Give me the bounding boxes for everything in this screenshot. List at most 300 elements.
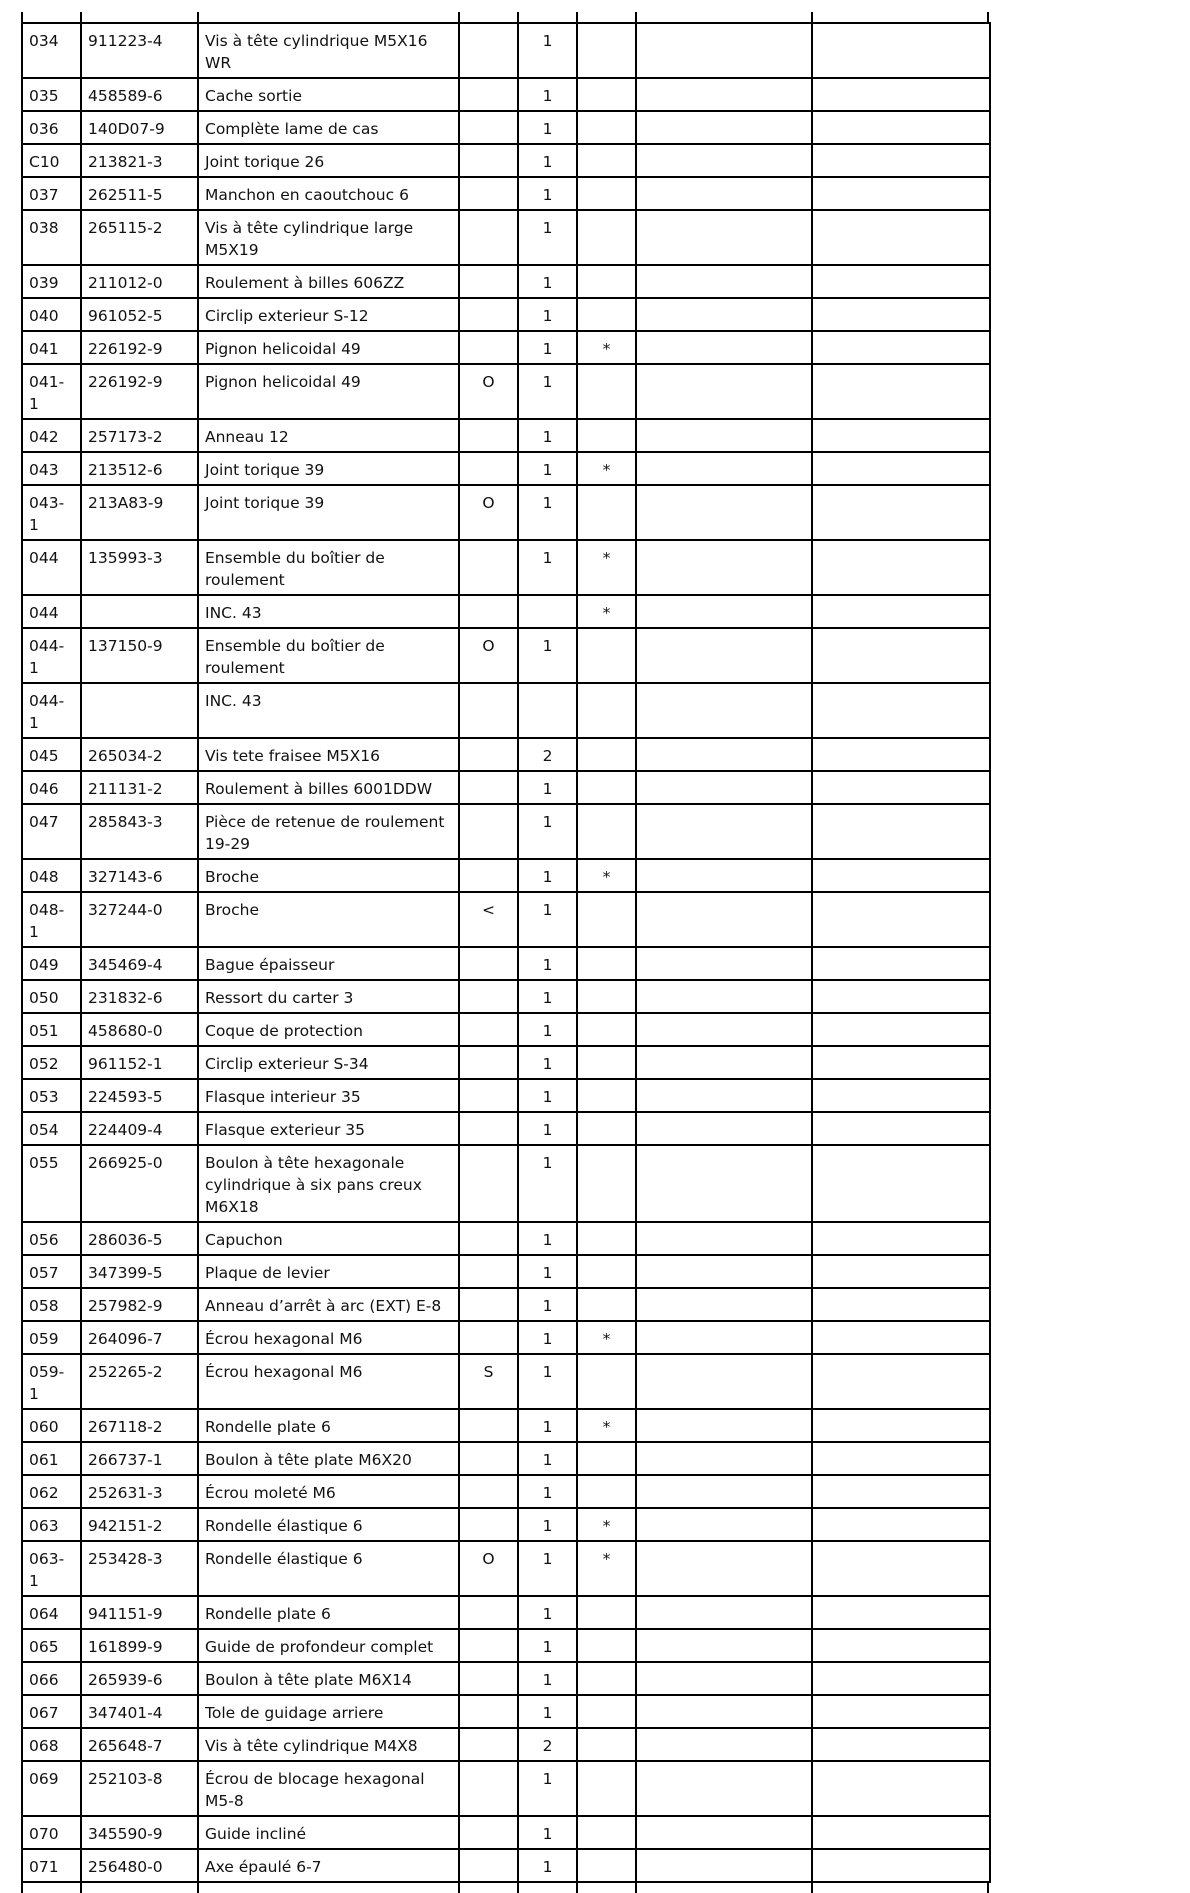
mark-cell [459,859,518,892]
qty-cell: 1 [518,23,577,78]
mark-cell [459,947,518,980]
note-a-cell [636,452,812,485]
table-row [22,452,990,485]
mark-cell [459,111,518,144]
star-cell [577,210,636,265]
note-b-cell [812,1541,990,1596]
table-row [22,1508,990,1541]
qty-cell: 1 [518,1112,577,1145]
note-b-cell [812,1442,990,1475]
part-no-cell: 458680-0 [81,1013,198,1046]
part-no-cell: 266737-1 [81,1442,198,1475]
qty-cell: 1 [518,859,577,892]
table-continuation-top [21,12,989,22]
table-row [22,1816,990,1849]
star-cell [577,364,636,419]
column-divider-stub [517,12,519,22]
item-no-cell: 040 [22,298,81,331]
description-cell: Boulon à tête plate M6X20 [198,1442,459,1475]
description-cell: Roulement à billes 6001DDW [198,771,459,804]
item-no-cell: 050 [22,980,81,1013]
note-a-cell [636,1409,812,1442]
note-a-cell [636,298,812,331]
column-divider-stub [458,12,460,22]
column-divider-stub [811,1883,813,1893]
description-cell: Vis à tête cylindrique M4X8 [198,1728,459,1761]
note-b-cell [812,683,990,738]
star-cell [577,111,636,144]
table-row [22,1475,990,1508]
note-b-cell [812,1255,990,1288]
qty-cell: 1 [518,265,577,298]
star-cell [577,947,636,980]
table-row [22,177,990,210]
star-cell: * [577,1321,636,1354]
qty-cell: 1 [518,111,577,144]
star-cell [577,78,636,111]
parts-list-page [21,22,989,1883]
table-row [22,23,990,78]
mark-cell [459,1288,518,1321]
note-a-cell [636,419,812,452]
table-row [22,1145,990,1222]
star-cell: * [577,540,636,595]
note-a-cell [636,595,812,628]
item-no-cell: 068 [22,1728,81,1761]
description-cell: Bague épaisseur [198,947,459,980]
mark-cell [459,1508,518,1541]
table-row [22,980,990,1013]
column-divider-stub [197,1883,199,1893]
note-b-cell [812,628,990,683]
note-a-cell [636,1013,812,1046]
note-b-cell [812,1761,990,1816]
star-cell: * [577,1409,636,1442]
description-cell: Boulon à tête hexagonale cylindrique à six pans creux M6X18 [198,1145,459,1222]
qty-cell: 2 [518,738,577,771]
mark-cell [459,771,518,804]
item-no-cell: 044-1 [22,628,81,683]
description-cell: Circlip exterieur S-34 [198,1046,459,1079]
mark-cell [459,1013,518,1046]
star-cell [577,628,636,683]
part-no-cell: 226192-9 [81,364,198,419]
star-cell: * [577,452,636,485]
note-a-cell [636,144,812,177]
description-cell: INC. 43 [198,683,459,738]
description-cell: Boulon à tête plate M6X14 [198,1662,459,1695]
note-b-cell [812,1629,990,1662]
table-row [22,1596,990,1629]
star-cell [577,1288,636,1321]
item-no-cell: 041-1 [22,364,81,419]
description-cell: Vis à tête cylindrique large M5X19 [198,210,459,265]
star-cell [577,1013,636,1046]
column-divider-stub [987,12,989,22]
note-a-cell [636,265,812,298]
item-no-cell: 048-1 [22,892,81,947]
part-no-cell: 140D07-9 [81,111,198,144]
note-b-cell [812,111,990,144]
column-divider-stub [811,12,813,22]
note-b-cell [812,1596,990,1629]
note-a-cell [636,947,812,980]
note-b-cell [812,540,990,595]
item-no-cell: 053 [22,1079,81,1112]
table-row [22,419,990,452]
note-b-cell [812,23,990,78]
star-cell [577,683,636,738]
mark-cell [459,210,518,265]
description-cell: Broche [198,892,459,947]
star-cell [577,177,636,210]
part-no-cell: 252631-3 [81,1475,198,1508]
mark-cell [459,1662,518,1695]
note-a-cell [636,1354,812,1409]
note-b-cell [812,738,990,771]
table-row [22,771,990,804]
qty-cell: 1 [518,298,577,331]
note-a-cell [636,1849,812,1882]
table-row [22,111,990,144]
note-b-cell [812,419,990,452]
item-no-cell: 044-1 [22,683,81,738]
note-a-cell [636,78,812,111]
description-cell: Écrou moleté M6 [198,1475,459,1508]
note-b-cell [812,1321,990,1354]
column-divider-stub [197,12,199,22]
star-cell [577,771,636,804]
item-no-cell: 041 [22,331,81,364]
description-cell: Ensemble du boîtier de roulement [198,540,459,595]
item-no-cell: 043 [22,452,81,485]
column-divider-stub [635,1883,637,1893]
item-no-cell: 059 [22,1321,81,1354]
mark-cell [459,419,518,452]
description-cell: Écrou hexagonal M6 [198,1321,459,1354]
qty-cell: 1 [518,1354,577,1409]
part-no-cell: 224409-4 [81,1112,198,1145]
mark-cell [459,1112,518,1145]
item-no-cell: 059-1 [22,1354,81,1409]
table-row [22,298,990,331]
qty-cell: 1 [518,1442,577,1475]
part-no-cell: 347401-4 [81,1695,198,1728]
mark-cell [459,177,518,210]
note-a-cell [636,683,812,738]
note-a-cell [636,1728,812,1761]
item-no-cell: 039 [22,265,81,298]
mark-cell [459,144,518,177]
description-cell: Écrou hexagonal M6 [198,1354,459,1409]
description-cell: Joint torique 26 [198,144,459,177]
part-no-cell: 345469-4 [81,947,198,980]
part-no-cell: 327244-0 [81,892,198,947]
qty-cell: 1 [518,1255,577,1288]
star-cell [577,1442,636,1475]
note-a-cell [636,177,812,210]
item-no-cell: 043-1 [22,485,81,540]
star-cell [577,1046,636,1079]
table-row [22,265,990,298]
part-no-cell: 135993-3 [81,540,198,595]
item-no-cell: 048 [22,859,81,892]
note-a-cell [636,1508,812,1541]
qty-cell: 1 [518,1508,577,1541]
table-row [22,1761,990,1816]
description-cell: Broche [198,859,459,892]
qty-cell: 1 [518,1816,577,1849]
star-cell [577,892,636,947]
star-cell: * [577,331,636,364]
description-cell: Ensemble du boîtier de roulement [198,628,459,683]
note-b-cell [812,892,990,947]
item-no-cell: 058 [22,1288,81,1321]
mark-cell [459,1222,518,1255]
part-no-cell: 266925-0 [81,1145,198,1222]
part-no-cell: 253428-3 [81,1541,198,1596]
mark-cell [459,540,518,595]
note-a-cell [636,485,812,540]
qty-cell: 1 [518,1541,577,1596]
item-no-cell: 060 [22,1409,81,1442]
column-divider-stub [21,1883,23,1893]
star-cell [577,1475,636,1508]
note-a-cell [636,1222,812,1255]
note-b-cell [812,771,990,804]
description-cell: Cache sortie [198,78,459,111]
note-a-cell [636,1695,812,1728]
part-no-cell: 211131-2 [81,771,198,804]
note-b-cell [812,1046,990,1079]
mark-cell [459,265,518,298]
part-no-cell: 252103-8 [81,1761,198,1816]
note-a-cell [636,1442,812,1475]
item-no-cell: 063-1 [22,1541,81,1596]
part-no-cell: 458589-6 [81,78,198,111]
part-no-cell: 137150-9 [81,628,198,683]
description-cell: Flasque interieur 35 [198,1079,459,1112]
mark-cell [459,980,518,1013]
table-row [22,1255,990,1288]
note-a-cell [636,364,812,419]
table-row [22,485,990,540]
column-divider-stub [635,12,637,22]
item-no-cell: 037 [22,177,81,210]
part-no-cell: 257173-2 [81,419,198,452]
part-no-cell: 224593-5 [81,1079,198,1112]
table-row [22,1409,990,1442]
description-cell: Guide incliné [198,1816,459,1849]
note-a-cell [636,1596,812,1629]
mark-cell [459,595,518,628]
item-no-cell: 064 [22,1596,81,1629]
note-a-cell [636,540,812,595]
part-no-cell: 265034-2 [81,738,198,771]
description-cell: Vis tete fraisee M5X16 [198,738,459,771]
part-no-cell: 226192-9 [81,331,198,364]
mark-cell [459,1079,518,1112]
part-no-cell: 265648-7 [81,1728,198,1761]
item-no-cell: 046 [22,771,81,804]
part-no-cell: 267118-2 [81,1409,198,1442]
part-no-cell: 327143-6 [81,859,198,892]
note-a-cell [636,804,812,859]
star-cell [577,419,636,452]
star-cell [577,1761,636,1816]
description-cell: Anneau 12 [198,419,459,452]
table-row [22,804,990,859]
description-cell: Pièce de retenue de roulement 19-29 [198,804,459,859]
qty-cell: 1 [518,364,577,419]
note-a-cell [636,1761,812,1816]
note-b-cell [812,298,990,331]
description-cell: Pignon helicoidal 49 [198,364,459,419]
description-cell: Guide de profondeur complet [198,1629,459,1662]
description-cell: Circlip exterieur S-12 [198,298,459,331]
table-row [22,540,990,595]
item-no-cell: 070 [22,1816,81,1849]
mark-cell [459,1816,518,1849]
description-cell: Roulement à billes 606ZZ [198,265,459,298]
note-b-cell [812,1222,990,1255]
mark-cell [459,1321,518,1354]
note-b-cell [812,1816,990,1849]
item-no-cell: 065 [22,1629,81,1662]
star-cell [577,1728,636,1761]
note-a-cell [636,1079,812,1112]
mark-cell [459,1695,518,1728]
mark-cell [459,1761,518,1816]
star-cell [577,1112,636,1145]
note-b-cell [812,1849,990,1882]
star-cell [577,1255,636,1288]
item-no-cell: 069 [22,1761,81,1816]
mark-cell [459,738,518,771]
note-b-cell [812,1354,990,1409]
note-b-cell [812,1079,990,1112]
description-cell: Plaque de levier [198,1255,459,1288]
item-no-cell: 062 [22,1475,81,1508]
qty-cell: 1 [518,1013,577,1046]
table-row [22,1321,990,1354]
table-row [22,1728,990,1761]
table-row [22,1629,990,1662]
qty-cell [518,595,577,628]
item-no-cell: 066 [22,1662,81,1695]
part-no-cell: 257982-9 [81,1288,198,1321]
star-cell [577,1629,636,1662]
qty-cell: 1 [518,771,577,804]
table-row [22,892,990,947]
star-cell [577,1596,636,1629]
description-cell: Tole de guidage arriere [198,1695,459,1728]
note-a-cell [636,210,812,265]
part-no-cell: 213A83-9 [81,485,198,540]
star-cell [577,980,636,1013]
star-cell [577,738,636,771]
note-b-cell [812,331,990,364]
description-cell: Complète lame de cas [198,111,459,144]
table-row [22,1222,990,1255]
table-row [22,1662,990,1695]
mark-cell: O [459,1541,518,1596]
note-a-cell [636,1288,812,1321]
table-row [22,947,990,980]
item-no-cell: 042 [22,419,81,452]
table-row [22,1354,990,1409]
qty-cell: 1 [518,1629,577,1662]
mark-cell [459,452,518,485]
item-no-cell: 061 [22,1442,81,1475]
mark-cell [459,1475,518,1508]
column-divider-stub [80,1883,82,1893]
item-no-cell: 049 [22,947,81,980]
item-no-cell: 055 [22,1145,81,1222]
mark-cell [459,1629,518,1662]
mark-cell [459,23,518,78]
part-no-cell: 941151-9 [81,1596,198,1629]
table-row [22,1046,990,1079]
star-cell [577,298,636,331]
qty-cell: 1 [518,1695,577,1728]
part-no-cell: 264096-7 [81,1321,198,1354]
mark-cell: O [459,628,518,683]
column-divider-stub [576,1883,578,1893]
star-cell [577,1662,636,1695]
qty-cell: 1 [518,1145,577,1222]
note-b-cell [812,364,990,419]
qty-cell: 1 [518,1662,577,1695]
note-b-cell [812,210,990,265]
mark-cell [459,1596,518,1629]
mark-cell: O [459,364,518,419]
star-cell [577,1849,636,1882]
description-cell: INC. 43 [198,595,459,628]
part-no-cell: 265939-6 [81,1662,198,1695]
note-b-cell [812,1695,990,1728]
qty-cell: 1 [518,1761,577,1816]
item-no-cell: 057 [22,1255,81,1288]
note-a-cell [636,1321,812,1354]
part-no-cell: 211012-0 [81,265,198,298]
note-a-cell [636,23,812,78]
note-b-cell [812,452,990,485]
table-row [22,144,990,177]
qty-cell: 1 [518,1288,577,1321]
description-cell: Rondelle plate 6 [198,1596,459,1629]
item-no-cell: 045 [22,738,81,771]
note-b-cell [812,859,990,892]
table-row [22,595,990,628]
description-cell: Axe épaulé 6-7 [198,1849,459,1882]
note-a-cell [636,892,812,947]
description-cell: Flasque exterieur 35 [198,1112,459,1145]
parts-table [21,22,991,1883]
item-no-cell: 063 [22,1508,81,1541]
note-a-cell [636,1112,812,1145]
note-a-cell [636,111,812,144]
table-row [22,331,990,364]
part-no-cell: 285843-3 [81,804,198,859]
item-no-cell: 056 [22,1222,81,1255]
note-a-cell [636,1475,812,1508]
part-no-cell: 231832-6 [81,980,198,1013]
note-b-cell [812,1662,990,1695]
star-cell [577,1145,636,1222]
item-no-cell: C10 [22,144,81,177]
table-row [22,1442,990,1475]
